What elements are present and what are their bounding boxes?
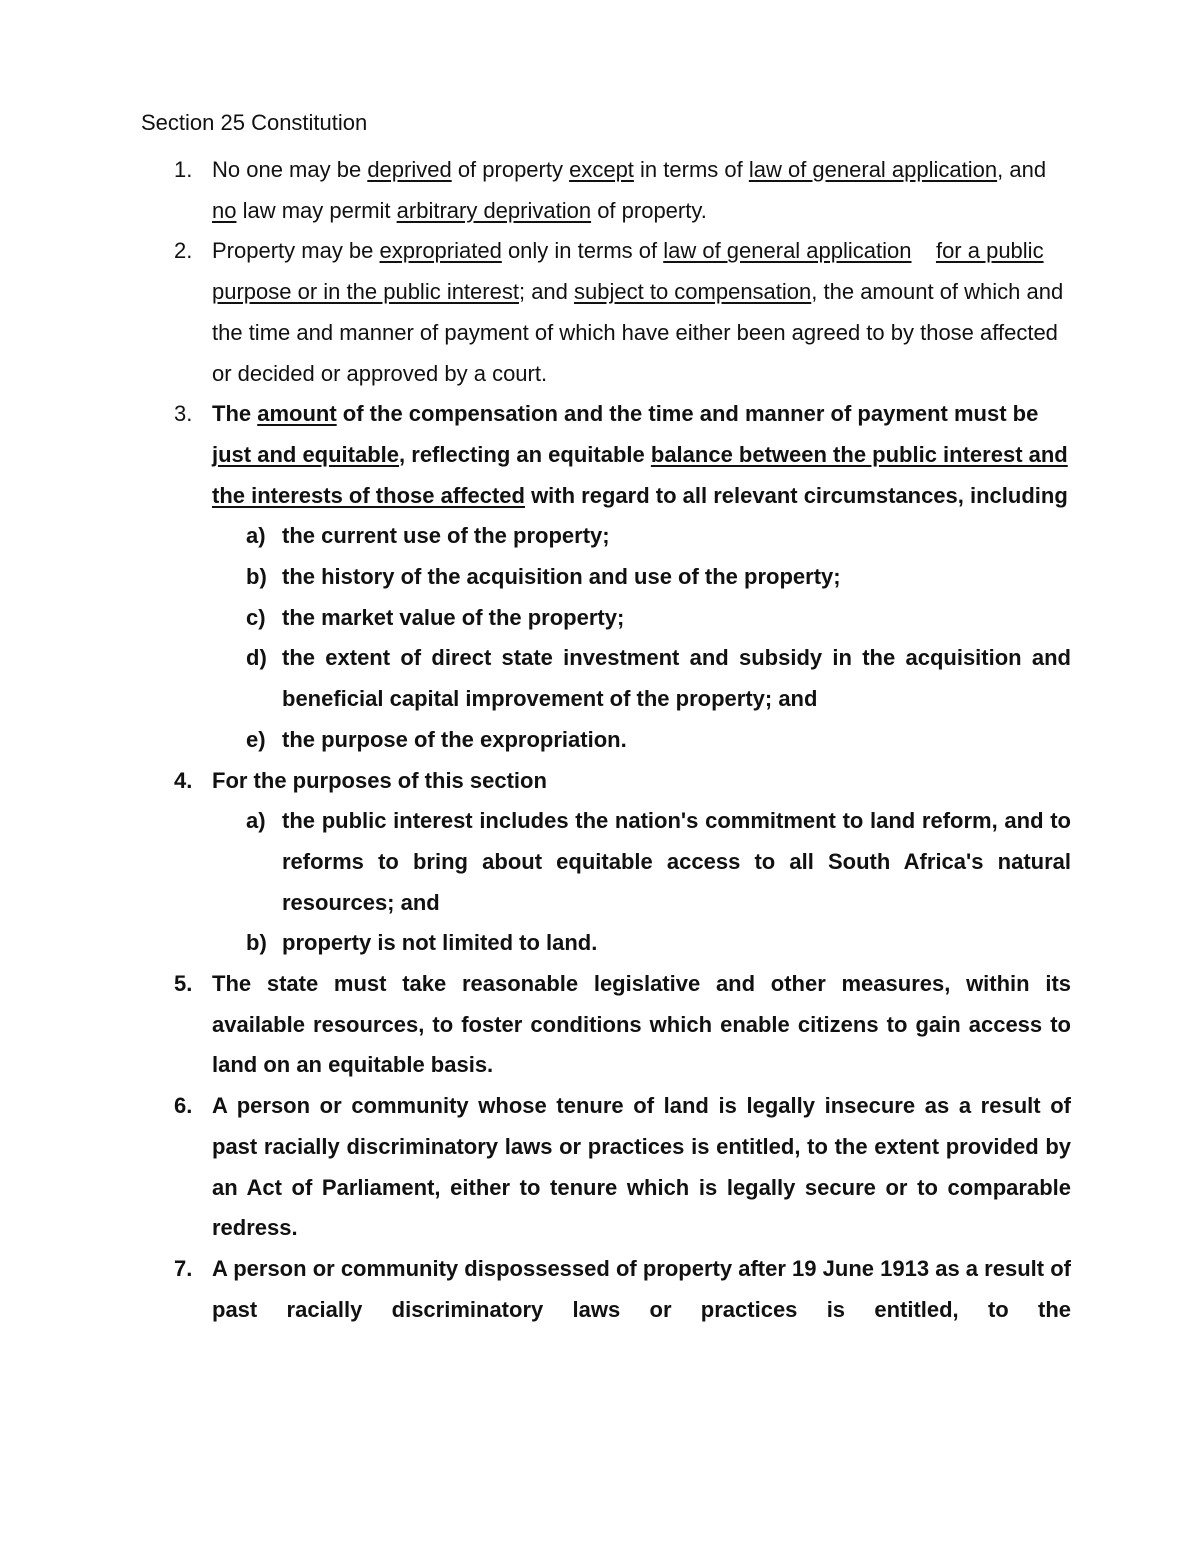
underlined-text: deprived bbox=[367, 157, 452, 182]
sub-item-text: the public interest includes the nation's commitment to land reform, and to reforms to bring about equitable access to all South Africa's natural resources; and bbox=[282, 808, 1071, 915]
text-run: No one may be bbox=[212, 157, 368, 182]
sub-item-letter: b) bbox=[246, 564, 267, 590]
sub-item-letter: a) bbox=[246, 808, 266, 834]
sub-item-text: the market value of the property; bbox=[282, 604, 625, 630]
text-run: of property bbox=[451, 157, 570, 182]
underlined-text: just and equitable bbox=[212, 441, 400, 467]
text-run: of the compensation and the time and manner of payment must be bbox=[336, 401, 1039, 427]
item-number: 1. bbox=[174, 157, 193, 182]
text-run: law may permit bbox=[236, 197, 397, 223]
underlined-text: expropriated bbox=[379, 238, 502, 264]
item-5-text: The state must take reasonable legislative and other measures, within its available resources, to foster conditions which enable citizens to gain access to land on an equitable basis. bbox=[212, 971, 1071, 1078]
list-item-7 bbox=[141, 1249, 1071, 1330]
underlined-text: law of general application bbox=[748, 157, 998, 182]
item-6-text: A person or community whose tenure of land is legally insecure as a result of past racially discriminatory laws or practices is entitled, to the extent provided by an Act of Parliament, either to tenure which is legally secure or to comparable redress. bbox=[212, 1093, 1071, 1241]
text-run: with regard to all relevant circumstances, including bbox=[524, 482, 1068, 508]
list-item-6 bbox=[141, 1086, 1071, 1249]
sub-item-4b bbox=[141, 923, 1071, 964]
list-item-2 bbox=[141, 231, 1071, 394]
item-2-text bbox=[212, 238, 1063, 385]
item-number: 5. bbox=[174, 971, 193, 997]
text-run: in terms of bbox=[633, 157, 749, 182]
underlined-text: for a public purpose or in the public interest bbox=[212, 238, 1044, 305]
sub-item-3e bbox=[141, 720, 1071, 761]
text-run bbox=[912, 238, 936, 263]
text-run: , reflecting an equitable bbox=[399, 441, 651, 467]
sub-item-3b bbox=[141, 557, 1071, 598]
list-item-5 bbox=[141, 964, 1071, 1086]
underlined-text: except bbox=[569, 157, 634, 182]
sub-item-text: the purpose of the expropriation. bbox=[282, 726, 627, 752]
text-run: , the amount of which and the time and manner of payment of which have either been agreed to by those affected or decided or approved by a court. bbox=[212, 279, 1064, 386]
sub-item-letter: c) bbox=[246, 604, 266, 630]
sub-item-text: the extent of direct state investment and subsidy in the acquisition and beneficial capital improvement of the property; and bbox=[282, 645, 1071, 712]
item-4-text: For the purposes of this section bbox=[212, 767, 547, 793]
item-number: 7. bbox=[174, 1255, 193, 1281]
item-1-text bbox=[212, 157, 1046, 223]
item-number: 2. bbox=[174, 238, 193, 264]
sub-item-text: property is not limited to land. bbox=[282, 930, 598, 956]
text-run: only in terms of bbox=[501, 238, 664, 264]
underlined-text: subject to compensation bbox=[574, 279, 812, 305]
underlined-text: balance between the public interest and the interests of those affected bbox=[212, 441, 1068, 508]
list-item-1 bbox=[141, 150, 1071, 231]
sub-item-4a bbox=[141, 801, 1071, 923]
text-run: ; and bbox=[518, 279, 575, 305]
item-number: 3. bbox=[174, 401, 193, 427]
list-item-4 bbox=[141, 761, 1071, 802]
item-3-text bbox=[212, 401, 1068, 507]
sub-item-3c bbox=[141, 598, 1071, 639]
item-number: 6. bbox=[174, 1093, 193, 1119]
text-run: , and bbox=[997, 157, 1047, 182]
document-title: Section 25 Constitution bbox=[141, 110, 368, 135]
underlined-text: arbitrary deprivation bbox=[396, 197, 592, 223]
sub-item-letter: b) bbox=[246, 930, 267, 956]
sub-item-3d bbox=[141, 638, 1071, 719]
sub-item-text: the history of the acquisition and use of the property; bbox=[282, 564, 841, 590]
item-7-text: A person or community dispossessed of property after 19 June 1913 as a result of past racially discriminatory laws or practices is entitled, to the bbox=[212, 1255, 1071, 1322]
sub-item-3a bbox=[141, 516, 1071, 557]
sub-item-letter: d) bbox=[246, 645, 267, 671]
sub-item-text: the current use of the property; bbox=[282, 523, 610, 549]
list-item-3 bbox=[141, 394, 1071, 516]
text-run: The bbox=[212, 401, 258, 427]
text-run: Property may be bbox=[212, 238, 380, 264]
sub-item-letter: e) bbox=[246, 726, 266, 752]
text-run: of property. bbox=[591, 197, 707, 223]
underlined-text: law of general application bbox=[663, 238, 912, 264]
sub-item-letter: a) bbox=[246, 523, 266, 549]
underlined-text: no bbox=[212, 197, 237, 223]
item-number: 4. bbox=[174, 767, 193, 793]
underlined-text: amount bbox=[257, 401, 337, 427]
section-list bbox=[141, 150, 1071, 1330]
